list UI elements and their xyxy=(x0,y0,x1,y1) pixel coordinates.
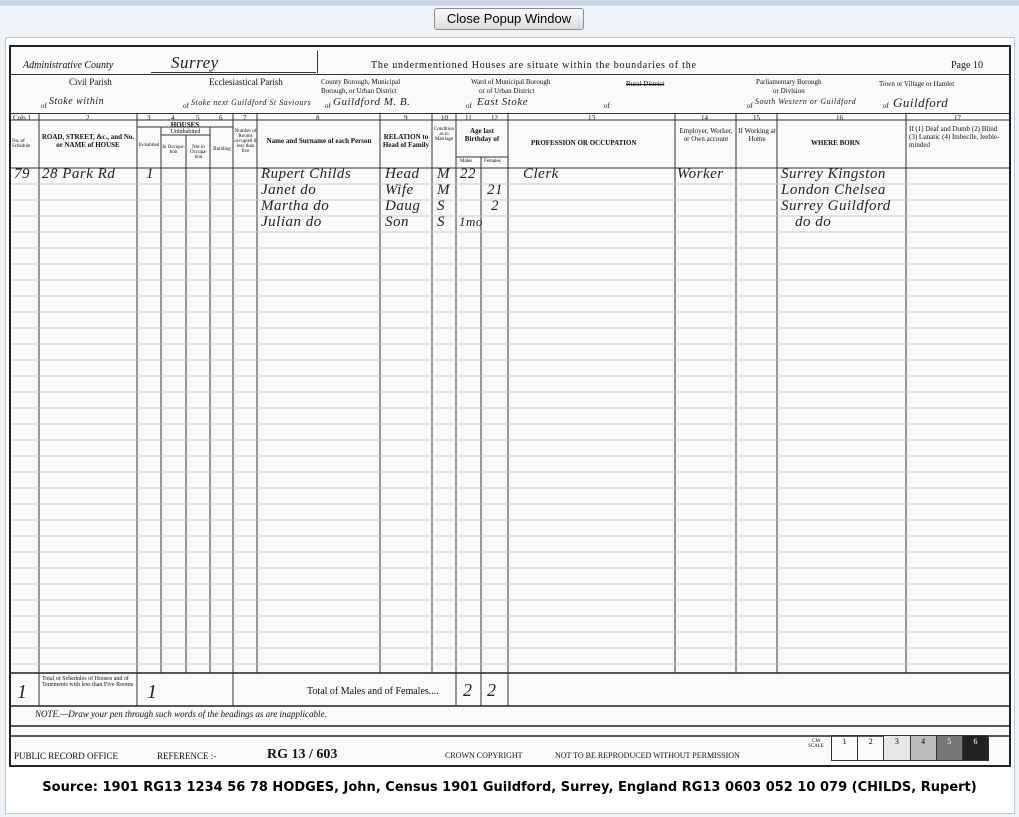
parl-value: South Western or Guildford xyxy=(755,97,857,106)
col-number: 16 xyxy=(836,114,843,122)
col-head-employer: Employer, Worker, or Own account xyxy=(679,127,733,143)
scale-tick: 1 xyxy=(832,736,858,760)
footer-scale-label: CM SCALE xyxy=(808,739,824,749)
col-head-building: Building xyxy=(213,147,231,152)
relation-cell: Head xyxy=(385,166,420,182)
ward-label-2: or of Urban District xyxy=(479,87,535,95)
footer-reference-value: RG 13 / 603 xyxy=(267,747,338,762)
col-head-inhabited: In-habited xyxy=(138,143,160,148)
scale-tick: 2 xyxy=(858,736,884,760)
ward-value: East Stoke xyxy=(477,96,529,108)
source-citation: Source: 1901 RG13 1234 56 78 HODGES, John, Census 1901 Guildford, Surrey, England RG13 0603 052 10 079 (CHILDS, Rupert) xyxy=(42,780,977,795)
col-number: 11 xyxy=(465,114,472,122)
inhabited-cell: 1 xyxy=(146,166,154,182)
admin-county-label: Administrative County xyxy=(23,60,114,71)
col-number: 4 xyxy=(171,114,175,122)
county-borough-label-2: Borough, or Urban District xyxy=(321,87,397,95)
name-cell: Martha do xyxy=(261,198,330,214)
footer-copyright: CROWN COPYRIGHT xyxy=(445,751,523,760)
county-borough-value: Guildford M. B. xyxy=(333,96,411,108)
male-age-cell: 22 xyxy=(460,166,476,182)
name-cell: Rupert Childs xyxy=(261,166,352,182)
female-age-cell: 21 xyxy=(487,182,503,198)
rural-label: Rural District xyxy=(626,80,665,88)
parl-label-2: or Division xyxy=(773,87,805,95)
county-underline xyxy=(151,72,316,73)
born-cell: London Chelsea xyxy=(781,182,886,198)
rural-of: of xyxy=(604,102,610,110)
eccl-parish-of: of xyxy=(183,102,189,110)
col-number: 3 xyxy=(147,114,151,122)
civil-parish-of: of xyxy=(41,102,47,110)
col-number: 10 xyxy=(441,114,448,122)
schedule-cell: 79 xyxy=(14,166,30,182)
male-age-cell: 1mo xyxy=(459,214,483,229)
col-head-houses: HOUSES xyxy=(170,121,200,129)
census-document-image xyxy=(9,45,1011,767)
col-head-males: Males xyxy=(460,159,473,164)
col-head-age: Age last Birthday of xyxy=(464,127,500,143)
parl-label-1: Parliamentary Borough xyxy=(756,78,822,86)
col-head-not-in-occupation: Not in Occupa-tion xyxy=(190,145,207,160)
name-cell: Julian do xyxy=(261,214,322,230)
col-head-infirm: If (1) Deaf and Dumb (2) Blind (3) Lunatic (4) Imbecile, feeble-minded xyxy=(909,125,1000,149)
header-divider xyxy=(317,51,318,73)
total-schedules: 1 xyxy=(17,681,28,703)
col-head-occupation: PROFESSION OR OCCUPATION xyxy=(531,139,637,147)
total-houses: 1 xyxy=(147,681,158,703)
popup-top-bar xyxy=(0,0,1019,6)
female-age-cell: 2 xyxy=(491,198,499,214)
header-rule xyxy=(11,74,1009,75)
eccl-parish-label: Ecclesiastical Parish xyxy=(209,77,283,87)
parl-of: of xyxy=(747,102,753,110)
scale-tick: 3 xyxy=(884,736,910,760)
col-head-uninhabited: Uninhabited xyxy=(170,129,201,135)
col-head-name: Name and Surname of each Person xyxy=(266,137,372,145)
page-label: Page 10 xyxy=(951,60,983,71)
civil-parish-label: Civil Parish xyxy=(69,77,112,87)
born-cell: Surrey Kingston xyxy=(781,166,886,182)
total-females: 2 xyxy=(487,680,497,700)
col-number: 2 xyxy=(86,114,90,122)
col-head-road: ROAD, STREET, &c., and No. or NAME of HOUSE xyxy=(41,133,135,149)
col-number: 6 xyxy=(219,114,223,122)
col-number: 14 xyxy=(701,114,708,122)
condition-cell: S xyxy=(437,214,445,230)
name-cell: Janet do xyxy=(261,182,317,198)
scale-tick: 5 xyxy=(937,736,963,760)
county-borough-label-1: County Borough, Municipal xyxy=(321,78,401,86)
relation-cell: Daug xyxy=(385,198,421,214)
boundaries-text: The undermentioned Houses are situate within the boundaries of the xyxy=(371,60,697,71)
footer-not-reproduced: NOT TO BE REPRODUCED WITHOUT PERMISSION xyxy=(555,751,740,760)
eccl-parish-value: Stoke next Guildford St Saviours xyxy=(191,98,312,107)
col-head-home: If Working at Home xyxy=(738,127,776,143)
ward-label-1: Ward of Municipal Borough xyxy=(471,78,551,86)
col-number: 17 xyxy=(954,114,961,122)
town-of: of xyxy=(883,102,889,110)
town-label: Town or Village or Hamlet xyxy=(879,80,955,88)
ward-of: of xyxy=(466,102,472,110)
col-number: 12 xyxy=(491,114,498,122)
note-text: NOTE.—Draw your pen through such words of the headings as are inapplicable. xyxy=(35,709,327,719)
col-number: 5 xyxy=(196,114,200,122)
scale-tick: 6 xyxy=(963,736,988,760)
col-number: 8 xyxy=(316,114,320,122)
scale-tick: 4 xyxy=(911,736,937,760)
col-head-in-occupation: In Occupa-tion xyxy=(162,145,185,155)
relation-cell: Wife xyxy=(385,182,414,198)
condition-cell: M xyxy=(437,166,450,182)
col-head-schedule: No. of Schedule xyxy=(12,139,31,149)
col-number: 13 xyxy=(588,114,595,122)
cm-scale xyxy=(831,735,989,761)
town-value: Guildford xyxy=(893,95,949,110)
close-popup-button[interactable]: Close Popup Window xyxy=(434,8,584,30)
footer-reference-label: REFERENCE :- xyxy=(157,751,217,761)
col-number: Cols 1 xyxy=(13,114,32,122)
total-males: 2 xyxy=(463,680,473,700)
county-borough-of: of xyxy=(325,102,331,110)
address-cell: 28 Park Rd xyxy=(42,166,116,182)
footer-office: PUBLIC RECORD OFFICE xyxy=(14,751,119,761)
col-number: 9 xyxy=(404,114,408,122)
employer-cell: Worker xyxy=(677,166,724,182)
relation-cell: Son xyxy=(385,214,409,230)
col-head-females: Females xyxy=(484,159,501,164)
born-cell: do do xyxy=(795,214,832,230)
col-number: 7 xyxy=(243,114,247,122)
totals-label: Total of Schedules of Houses and of Tenements with less than Five Rooms xyxy=(42,676,134,688)
col-number: 15 xyxy=(753,114,760,122)
col-head-rooms: Number of Rooms occupied if less than five xyxy=(234,129,257,154)
occupation-cell: Clerk xyxy=(523,166,559,182)
persons-total-label: Total of Males and of Females.... xyxy=(307,686,439,697)
col-head-relation: RELATION to Head of Family xyxy=(382,133,430,149)
admin-county-value: Surrey xyxy=(171,53,219,72)
col-head-born: WHERE BORN xyxy=(811,139,860,147)
condition-cell: S xyxy=(437,198,445,214)
col-head-condition: Condition as to Marriage xyxy=(433,127,454,142)
civil-parish-value: Stoke within xyxy=(49,96,105,107)
condition-cell: M xyxy=(437,182,450,198)
born-cell: Surrey Guildford xyxy=(781,198,891,214)
